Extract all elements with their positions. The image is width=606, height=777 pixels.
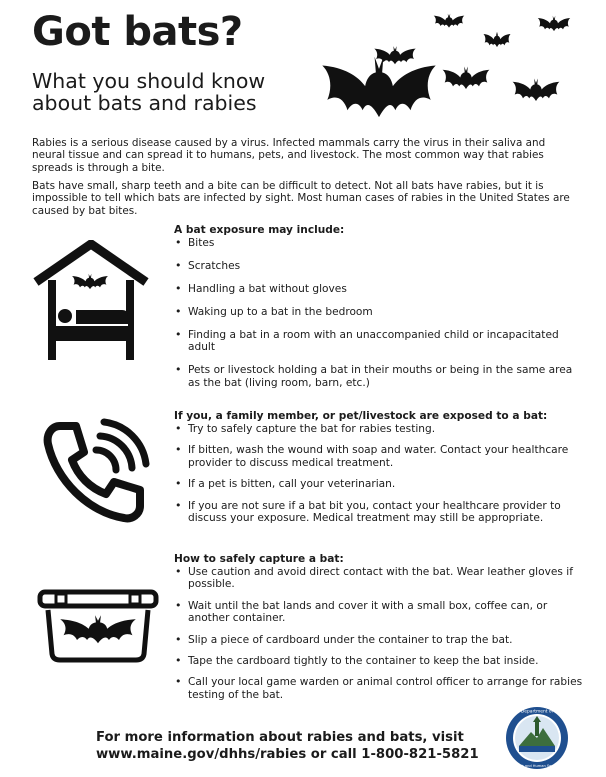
intro-paragraph-1: Rabies is a serious disease caused by a virus. Infected mammals carry the virus in their saliva and neural tissue and can spread it to humans, pets, and livestock. The most common way that rabies spreads is through a bite. [32, 137, 546, 174]
list-item: • If bitten, wash the wound with soap and water. Contact your healthcare provider to discuss medical treatment. [174, 444, 586, 469]
seal-top-text: Department of [520, 709, 554, 715]
capture-list [174, 566, 586, 701]
list-item: • Slip a piece of cardboard under the container to trap the bat. [174, 634, 586, 646]
intro-paragraph-2: Bats have small, sharp teeth and a bite can be difficult to detect. Not all bats have rabies, but it is impossible to tell which bats are infected by sight. Most human cases of rabies in the United States are caused by bat bites. [32, 180, 570, 217]
list-item: • If a pet is bitten, call your veterinarian. [174, 478, 586, 490]
bat-icon [482, 30, 512, 52]
if-exposed-heading: If you, a family member, or pet/livestock are exposed to a bat: [174, 410, 548, 422]
list-item: • Call your local game warden or animal control officer to arrange for rabies testing of the bat. [174, 676, 586, 701]
footer-line-1: For more information about rabies and bats, visit [96, 730, 464, 745]
exposure-section [174, 224, 586, 389]
if-exposed-section [174, 410, 586, 524]
exposure-heading: A bat exposure may include: [174, 224, 345, 236]
list-item: • Waking up to a bat in the bedroom [174, 306, 586, 318]
list-item: • Handling a bat without gloves [174, 283, 586, 295]
bat-icon [372, 44, 418, 70]
page-subtitle [32, 70, 332, 114]
maine-dhhs-seal-icon [505, 706, 569, 770]
exposure-list [174, 237, 586, 389]
subtitle-line-1: What you should know [32, 69, 266, 93]
house-bed-bat-icon [30, 240, 152, 360]
subtitle-line-2: about bats and rabies [32, 91, 257, 115]
bat-icon [510, 76, 562, 108]
list-item: • Tape the cardboard tightly to the container to keep the bat inside. [174, 655, 586, 667]
list-item: • Finding a bat in a room with an unaccompanied child or incapacitated adult [174, 329, 586, 354]
page-title: Got bats? [32, 9, 243, 55]
list-item: • Use caution and avoid direct contact with the bat. Wear leather gloves if possible. [174, 566, 586, 591]
container-bat-icon [36, 588, 160, 664]
list-item: • Pets or livestock holding a bat in their mouths or being in the same area as the bat (living room, barn, etc.) [174, 364, 586, 389]
if-exposed-list [174, 423, 586, 524]
bat-icon [432, 12, 466, 32]
footer-line-2: www.maine.gov/dhhs/rabies or call 1-800-821-5821 [96, 746, 479, 762]
capture-section [174, 553, 586, 701]
list-item: • If you are not sure if a bat bit you, contact your healthcare provider to discuss your exposure. Medical treatment may still be appropriate. [174, 500, 586, 525]
capture-heading: How to safely capture a bat: [174, 553, 344, 565]
phone-call-icon [40, 418, 150, 526]
list-item: • Scratches [174, 260, 586, 272]
list-item: • Try to safely capture the bat for rabies testing. [174, 423, 586, 435]
bat-icon [440, 64, 492, 96]
seal-bottom-text: Health and Human Services [511, 764, 563, 768]
footer-info [96, 730, 479, 763]
list-item: • Bites [174, 237, 586, 249]
list-item: • Wait until the bat lands and cover it with a small box, coffee can, or another container. [174, 600, 586, 625]
bat-icon [536, 14, 572, 36]
